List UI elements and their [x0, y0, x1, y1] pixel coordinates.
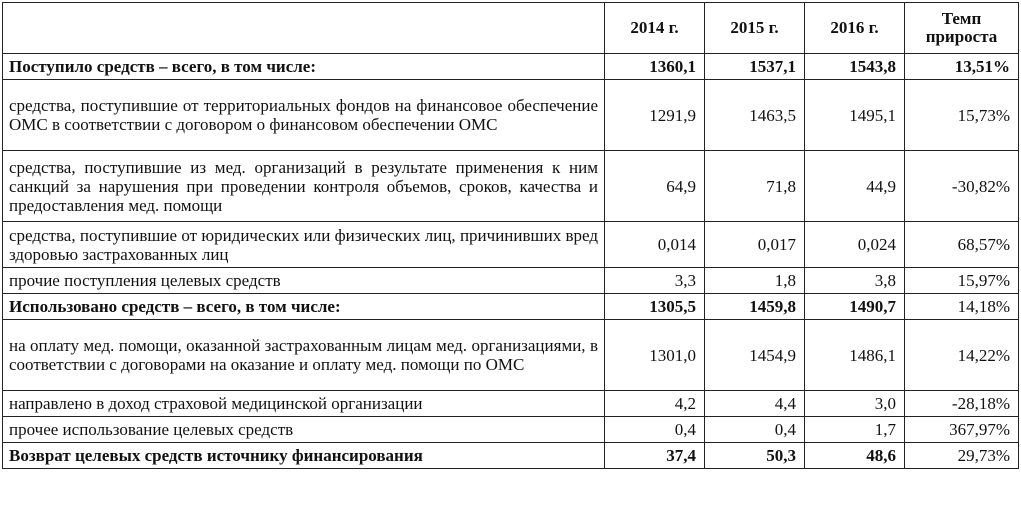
cell-2014: 0,4	[605, 417, 705, 443]
cell-2016: 44,9	[805, 151, 905, 222]
cell-2014: 3,3	[605, 268, 705, 294]
table-row	[3, 222, 1019, 268]
cell-2016: 48,6	[805, 443, 905, 469]
cell-growth: 15,97%	[905, 268, 1019, 294]
cell-growth: 68,57%	[905, 222, 1019, 268]
row-label: направлено в доход страховой медицинской организации	[3, 391, 605, 417]
cell-2016: 1490,7	[805, 294, 905, 320]
cell-2014: 1305,5	[605, 294, 705, 320]
cell-2015: 0,4	[705, 417, 805, 443]
table-row	[3, 443, 1019, 469]
row-label: Использовано средств – всего, в том числе:	[3, 294, 605, 320]
cell-2016: 0,024	[805, 222, 905, 268]
cell-2016: 3,0	[805, 391, 905, 417]
cell-growth: 14,22%	[905, 320, 1019, 391]
row-label: Поступило средств – всего, в том числе:	[3, 54, 605, 80]
header-label-column	[3, 3, 605, 54]
row-label: Возврат целевых средств источнику финансирования	[3, 443, 605, 469]
header-row	[3, 3, 1019, 54]
cell-2015: 1,8	[705, 268, 805, 294]
row-label: средства, поступившие из мед. организаций в результате применения к ним санкций за нарушения при проведении контроля объемов, сроков, качества и предоставления мед. помощи	[3, 151, 605, 222]
row-label: прочее использование целевых средств	[3, 417, 605, 443]
header-2014: 2014 г.	[605, 3, 705, 54]
table-row	[3, 80, 1019, 151]
table-row	[3, 320, 1019, 391]
cell-growth: 15,73%	[905, 80, 1019, 151]
cell-2016: 3,8	[805, 268, 905, 294]
row-label: средства, поступившие от юридических или физических лиц, причинивших вред здоровью застрахованных лиц	[3, 222, 605, 268]
table-row	[3, 54, 1019, 80]
cell-2016: 1486,1	[805, 320, 905, 391]
cell-2015: 1454,9	[705, 320, 805, 391]
cell-2015: 50,3	[705, 443, 805, 469]
cell-2014: 1301,0	[605, 320, 705, 391]
cell-2014: 1291,9	[605, 80, 705, 151]
cell-2014: 1360,1	[605, 54, 705, 80]
cell-2015: 1459,8	[705, 294, 805, 320]
cell-2015: 0,017	[705, 222, 805, 268]
cell-growth: 367,97%	[905, 417, 1019, 443]
cell-2014: 37,4	[605, 443, 705, 469]
cell-growth: -30,82%	[905, 151, 1019, 222]
cell-2016: 1543,8	[805, 54, 905, 80]
cell-2014: 4,2	[605, 391, 705, 417]
table-row	[3, 268, 1019, 294]
row-label: на оплату мед. помощи, оказанной застрахованным лицам мед. организациями, в соответствии с договорами на оказание и оплату мед. помощи по ОМС	[3, 320, 605, 391]
financial-table	[2, 2, 1019, 469]
table-row	[3, 294, 1019, 320]
cell-growth: 29,73%	[905, 443, 1019, 469]
cell-2016: 1,7	[805, 417, 905, 443]
cell-growth: -28,18%	[905, 391, 1019, 417]
header-2016: 2016 г.	[805, 3, 905, 54]
cell-2015: 1537,1	[705, 54, 805, 80]
header-2015: 2015 г.	[705, 3, 805, 54]
cell-2015: 1463,5	[705, 80, 805, 151]
cell-2016: 1495,1	[805, 80, 905, 151]
row-label: прочие поступления целевых средств	[3, 268, 605, 294]
header-growth-rate: Темп прироста	[905, 3, 1019, 54]
table-row	[3, 151, 1019, 222]
cell-2015: 71,8	[705, 151, 805, 222]
cell-growth: 13,51%	[905, 54, 1019, 80]
table-row	[3, 417, 1019, 443]
table-row	[3, 391, 1019, 417]
cell-2015: 4,4	[705, 391, 805, 417]
cell-growth: 14,18%	[905, 294, 1019, 320]
cell-2014: 64,9	[605, 151, 705, 222]
cell-2014: 0,014	[605, 222, 705, 268]
row-label: средства, поступившие от территориальных фондов на финансовое обеспечение ОМС в соответствии с договором о финансовом обеспечении ОМС	[3, 80, 605, 151]
